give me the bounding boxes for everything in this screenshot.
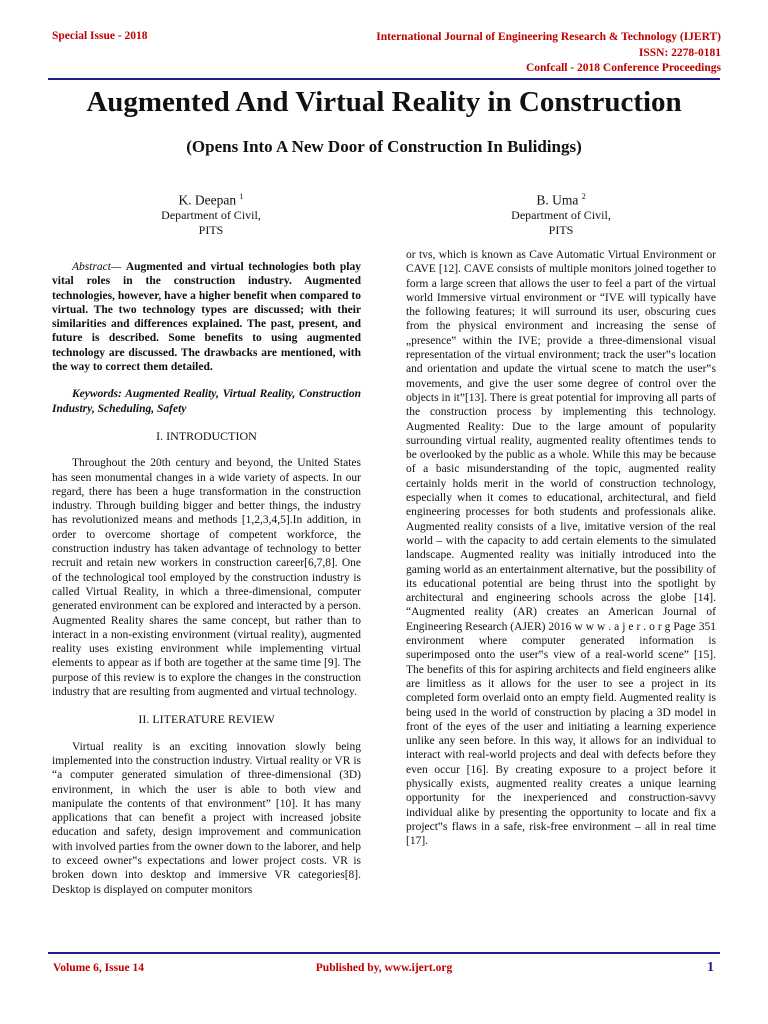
paper-title: Augmented And Virtual Reality in Construction bbox=[86, 86, 682, 118]
section-heading-introduction: I. INTRODUCTION bbox=[156, 428, 257, 443]
footer-rule bbox=[48, 952, 720, 954]
abstract: Abstract— Augmented and virtual technologies both play vital roles in the construction industry. Augmented technologies, however, have a higher benefit when compared to virtual. The two technology types are discussed; with their similarities and differences explained. The past, present, and future is described. Some benefits to using augmented technology are discussed. The drawbacks are mentioned, with the way to correct them detailed. bbox=[52, 261, 361, 374]
header-rule bbox=[48, 78, 720, 80]
footer-publisher: Published by, www.ijert.org bbox=[315, 962, 453, 974]
author-sup: 2 bbox=[581, 192, 586, 201]
proceedings: Confcall - 2018 Conference Proceedings bbox=[525, 62, 721, 74]
author-1 bbox=[96, 190, 326, 237]
left-column bbox=[52, 260, 361, 897]
author-sup: 1 bbox=[239, 192, 244, 201]
section-heading-literature-review: II. LITERATURE REVIEW bbox=[138, 712, 275, 727]
author-inst: PITS bbox=[198, 222, 224, 237]
header-journal-info bbox=[376, 30, 721, 77]
author-name: B. Uma bbox=[536, 192, 579, 208]
introduction-text: Throughout the 20th century and beyond, the United States has seen monumental changes in a wide variety of aspects. In our regard, there has been a huge transformation in the construction industry. Through building bigger and better things, the industry has revolutionized means and methods [1,2,3,4,5].In addition, in order to overcome shortage of competent workforce, the construction industry has taken advantage of technology to better recruit and retain new workers in construction career[6,7,8]. One of the technological tool employed by the construction industry is called Virtual Reality, in which a three-dimensional, computer generated environment can be explored and interacted by a person. Augmented Reality shares the same concept, but rather than to interact in a non-existing environment (virtual reality), augmented reality uses existing environment while implementing virtual elements to appear as if both are together at the same time [9]. The purpose of this review is to explore the changes in the construction industry that are resulting from augmented and virtual technology. bbox=[52, 457, 361, 699]
issn: ISSN: 2278-0181 bbox=[638, 46, 721, 59]
right-column bbox=[406, 248, 716, 848]
author-dept: Department of Civil, bbox=[511, 208, 611, 222]
author-2 bbox=[446, 190, 676, 237]
journal-name: International Journal of Engineering Research & Technology (IJERT) bbox=[376, 31, 721, 43]
header-special-issue: Special Issue - 2018 bbox=[52, 30, 148, 42]
author-name: K. Deepan bbox=[178, 192, 237, 208]
page-number: 1 bbox=[707, 960, 714, 975]
paper-subtitle: (Opens Into A New Door of Construction In Bulidings) bbox=[186, 137, 582, 156]
footer-volume: Volume 6, Issue 14 bbox=[53, 962, 144, 974]
author-inst: PITS bbox=[548, 222, 574, 237]
author-dept: Department of Civil, bbox=[161, 208, 261, 222]
right-column-text: or tvs, which is known as Cave Automatic Virtual Environment or CAVE [12]. CAVE consists of multiple monitors joined together to form a large screen that allows the user to feel a part of the virtual world Immersive virtual environment or “IVE will typically have the following features; it will surround its user, obscuring cues from the physical environment and increasing the sense of „presence‟ within the IVE; provide a three-dimensional visual representation of the virtual environment; track the user‟s location and orientation and update the virtual scene to match the user‟s movements, and give the user some degree of control over the objects in it”[13]. There is great potential for improving all parts of the construction process by implementing this technology. Augmented Reality: Due to the large amount of popularity surrounding virtual reality, augmented reality oftentimes tends to be overlooked by the public as a whole. While this may be because of a basic misunderstanding of the topic, augmented reality certainly holds merit in the world of construction technology, especially when it comes to educational, architectural, and field engineering processes for both students and professionals alike. Augmented reality consists of a live, imitative version of the real world – with the capacity to add certain elements to the simulated landscape. Augmented reality was initially introduced into the gaming world as an entertainment alternative, but the possibility of its educational potential are being thrust into the spotlight by architectural and engineering schools across the globe [14]. “Augmented reality (AR) creates an American Journal of Engineering Research (AJER) 2016 w w w . a j e r . o r g Page 351 environment where computer generated information is superimposed onto the user‟s view of a real-world scene” [15]. The benefits of this for aspiring architects and field engineers alike are limitless as it allows for the user to see a project in its completed form overlaid onto an empty field. Augmented reality is being used in the world of construction by placing a 3D model in front of the eyes of the user and initiating a learning experience unlike any seen before. In this way, it allows for an individual to interact with real-world projects and deal with defects before they even occur [16]. By creating exposure to a project before it physically exists, augmented reality creates a unique learning opportunity for the inexperienced and construction-savvy individual alike by presenting the opportunity to locate and fix a project‟s flaws in a safe, risk-free environment – all in real time [17]. bbox=[406, 249, 716, 848]
literature-review-text: Virtual reality is an exciting innovation slowly being implemented into the construction industry. Virtual reality or VR is “a computer generated simulation of three-dimensional (3D) environment, in which the user is able to both view and manipulate the contents of that environment” [10]. It has many applications that can benefit a project with increased jobsite education and safety, design improvement and communication with involved parties from the owner down to the laborer, and help to exceed owner‟s expectations and lower project costs. VR is broken down into desktop and immersive VR categories[8]. Desktop is displayed on computer monitors bbox=[52, 740, 361, 896]
abstract-text: Augmented and virtual technologies both play vital roles in the construction industry. Augmented technologies, however, have a higher benefit when compared to virtual. The two technology types are discussed; with their similarities and differences explained. The past, present, and future is described. Some benefits to using augmented technology are discussed. The drawbacks are mentioned, with the way to correct them detailed. bbox=[52, 261, 361, 374]
keywords: Keywords: Augmented Reality, Virtual Reality, Construction Industry, Scheduling, Safety bbox=[52, 388, 361, 415]
abstract-label: Abstract bbox=[72, 261, 111, 273]
